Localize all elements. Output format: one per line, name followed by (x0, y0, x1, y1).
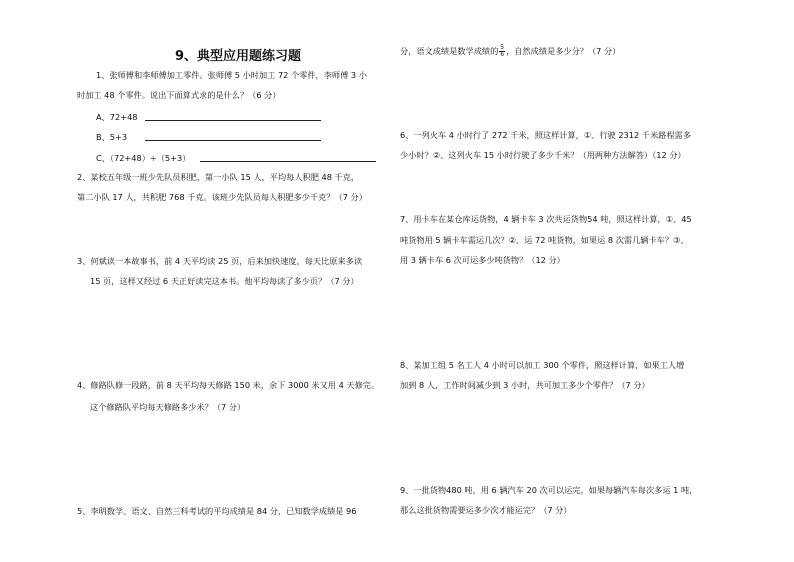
question-1-line-1: 1、张师傅和李师傅加工零件。张师傅 5 小时加工 72 个零件，李师傅 3 小 (96, 70, 367, 80)
q5-text-after: ，自然成绩是多少分？（7 分） (506, 46, 621, 56)
question-5-line-1: 5、李明数学、语文、自然三科考试的平均成绩是 84 分，已知数学成绩是 96 (77, 506, 357, 516)
question-1-line-2: 时加工 48 个零件。说出下面算式求的是什么？（6 分） (77, 90, 281, 100)
option-b: B、5+3 (96, 132, 128, 142)
question-2-line-2: 第二小队 17 人，共积肥 768 千克。该班少先队员每人积肥多少千克？（7 分） (77, 192, 367, 202)
question-5-continued (400, 45, 620, 58)
question-9-line-1: 9、一批货物480 吨，用 6 辆汽车 20 次可以运完，如果每辆汽车每次多运 1 吨， (400, 485, 698, 495)
page-title: 9、典型应用题练习题 (175, 49, 302, 64)
question-6-line-1: 6、一列火车 4 小时行了 272 千米，照这样计算，①、行驶 2312 千米路程需多 (400, 130, 691, 140)
question-8-line-1: 8、某加工组 5 名工人 4 小时可以加工 300 个零件，照这样计算，如果工人增 (400, 360, 685, 370)
fraction-five-sixths (499, 45, 505, 58)
question-6-line-2: 少小时？②、这列火车 15 小时行驶了多少千米？（用两种方法解答）（12 分） (400, 150, 686, 160)
question-8-line-2: 加到 8 人，工作时间减少到 3 小时，共可加工多少个零件？（7 分） (400, 380, 650, 390)
question-7-line-1: 7、用卡车在某仓库运货物，4 辆卡车 3 次共运货物54 吨，照这样计算，①、45 (400, 214, 692, 224)
question-4-line-1: 4、修路队修一段路，前 8 天平均每天修路 150 米，余下 3000 米又用 4 天修完。 (77, 380, 380, 390)
question-7-line-2: 吨货物用 5 辆卡车需运几次？②、运 72 吨货物，如果运 8 次需几辆卡车？③、 (400, 235, 689, 245)
option-c: C、（72+48）÷（5+3） (96, 153, 191, 163)
option-a: A、72+48 (96, 112, 138, 122)
question-3-line-1: 3、何斌读一本故事书，前 4 天平均读 25 页，后来加快速度，每天比原来多读 (77, 256, 363, 266)
fraction-denominator: 6 (500, 51, 505, 58)
answer-line-b[interactable] (145, 140, 321, 141)
question-3-line-2: 15 页，这样又经过 6 天正好读完这本书。他平均每读了多少页？（7 分） (90, 276, 359, 286)
answer-line-a[interactable] (145, 120, 321, 121)
answer-line-c[interactable] (200, 161, 376, 162)
question-4-line-2: 这个修路队平均每天修路多少米？（7 分） (90, 402, 246, 412)
question-7-line-3: 用 3 辆卡车 6 次可运多少吨货物？（12 分） (400, 255, 565, 265)
question-9-line-2: 那么这批货物需要运多少次才能运完？（7 分） (400, 505, 572, 515)
q5-text-before: 分，语文成绩是数学成绩的 (400, 46, 499, 56)
fraction-numerator: 5 (500, 44, 505, 51)
question-2-line-1: 2、某校五年级一班少先队员积肥，第一小队 15 人，平均每人积肥 48 千克， (77, 172, 360, 182)
